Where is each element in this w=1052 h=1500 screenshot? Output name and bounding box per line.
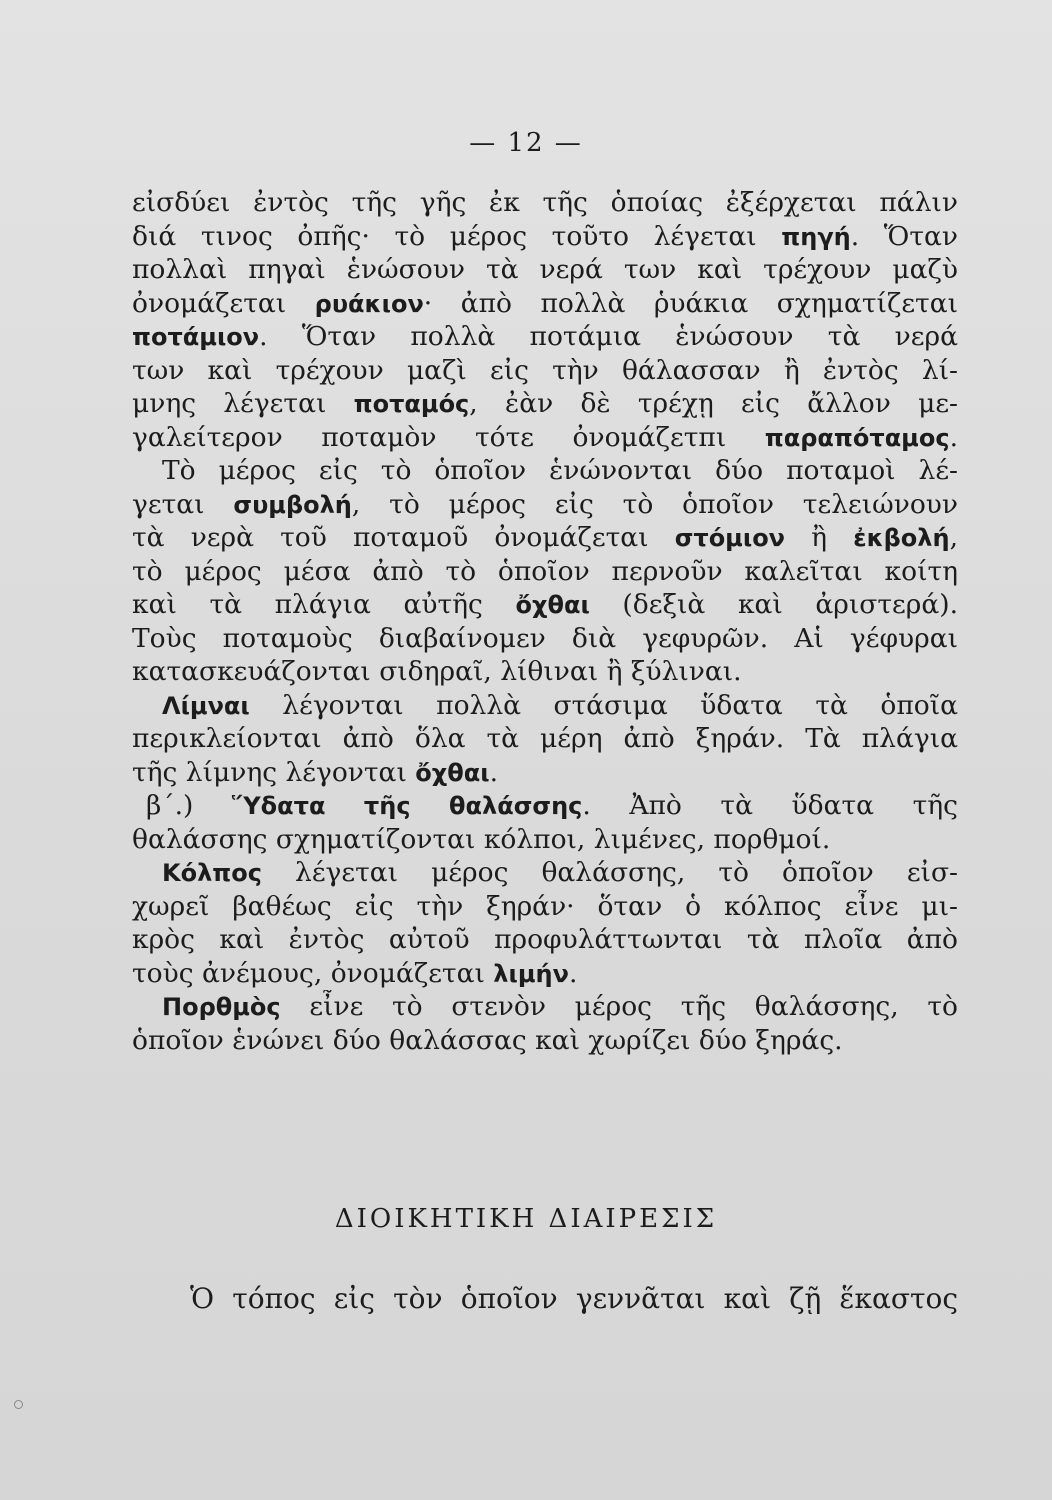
text-segment: μνης λέγεται — [132, 388, 354, 419]
text-line — [132, 521, 958, 555]
text-segment: γεται — [132, 488, 234, 520]
text-segment: . Ὅταν — [850, 220, 958, 252]
text-line-last: Ὁ τόπος εἰς τὸν ὁποῖον γεννᾶται καὶ ζῇ ἕκαστος — [190, 1282, 958, 1315]
text-segment: εἶνε τὸ στενὸν μέρος τῆς θαλάσσης, τὸ — [280, 991, 958, 1022]
text-segment: θαλάσσης σχηματίζονται κόλποι, λιμένες, πορθμοί. — [132, 823, 831, 855]
text-segment: τῆς λίμνης λέγονται — [132, 756, 416, 788]
text-segment: Τὸ μέρος εἰς τὸ ὁποῖον ἑνώνονται δύο ποταμοὶ λέ- — [162, 455, 958, 486]
text-segment: (δεξιὰ καὶ ἀριστερά). — [589, 589, 958, 620]
bold-term: ὄχθαι — [515, 591, 590, 619]
text-line — [132, 320, 958, 354]
text-line — [132, 354, 958, 388]
text-segment: ὁποῖον ἑνώνει δύο θαλάσσας καὶ χωρίζει δύο ξηράς. — [132, 1024, 843, 1056]
text-line — [132, 555, 958, 589]
text-line — [132, 890, 958, 924]
bold-term: λιμήν — [493, 959, 569, 988]
text-line — [132, 756, 958, 790]
text-line — [132, 488, 958, 522]
section-heading: ΔΙΟΙΚΗΤΙΚΗ ΔΙΑΙΡΕΣΙΣ — [334, 1204, 718, 1234]
text-segment: χωρεῖ βαθέως εἰς τὴν ξηράν· ὅταν ὁ κόλπος εἶνε μι- — [132, 890, 958, 922]
text-segment: . Ὅταν πολλὰ ποτάμια ἑνώσουν τὰ νερά — [259, 321, 958, 352]
text-segment: ὀνομάζεται — [132, 287, 315, 319]
text-line — [132, 689, 958, 723]
page-number: — 12 — — [469, 128, 583, 158]
text-segment: περικλείονται ἀπὸ ὅλα τὰ μέρη ἀπὸ ξηράν. Τὰ πλάγια — [132, 723, 958, 754]
text-segment: λέγεται μέρος θαλάσσης, τὸ ὁποῖον εἰσ- — [261, 857, 958, 888]
bold-term: Ὕδατα τῆς θαλάσσης — [231, 792, 583, 820]
text-segment: . — [489, 756, 498, 788]
text-line — [132, 220, 958, 254]
text-segment: των καὶ τρέχουν μαζὶ εἰς τὴν θάλασσαν ἢ ἐντὸς λί- — [132, 354, 958, 386]
text-segment: κατασκευάζονται σιδηραῖ, λίθιναι ἢ ξύλιναι. — [132, 656, 742, 687]
text-segment: κρὸς καὶ ἐντὸς αὐτοῦ προφυλάττωνται τὰ πλοῖα ἀπὸ — [132, 924, 958, 955]
text-line — [132, 990, 958, 1024]
bold-term: Πορθμὸς — [162, 993, 281, 1021]
body-text — [132, 186, 958, 1057]
text-line — [132, 923, 958, 957]
text-line — [132, 253, 958, 287]
text-segment: καὶ τὰ πλάγια αὐτῆς — [132, 589, 516, 620]
text-segment: β΄.) — [146, 790, 232, 821]
text-segment: τὸ μέρος μέσα ἀπὸ τὸ ὁποῖον περνοῦν καλεῖται κοίτη — [132, 555, 958, 587]
text-line — [132, 454, 958, 488]
text-segment: ἢ — [785, 522, 854, 553]
text-line — [132, 1024, 958, 1058]
text-segment: . — [949, 421, 958, 453]
bold-term: ποταμός — [353, 390, 470, 418]
text-segment: , ἐὰν δὲ τρέχῃ εἰς ἄλλον με- — [469, 388, 958, 419]
text-segment: Τοὺς ποταμοὺς διαβαίνομεν διὰ γεφυρῶν. Αἱ γέφυραι — [132, 622, 958, 654]
text-segment: διά τινος ὀπῆς· τὸ μέρος τοῦτο λέγεται — [132, 220, 782, 252]
text-line — [132, 856, 958, 890]
text-line — [132, 789, 958, 823]
text-line — [132, 722, 958, 756]
bold-term: Λίμναι — [162, 691, 250, 720]
text-segment: . — [568, 957, 578, 989]
text-segment: λέγονται πολλὰ στάσιμα ὕδατα τὰ ὁποῖα — [249, 689, 958, 721]
bold-term: στόμιον — [674, 524, 786, 552]
text-line — [132, 823, 958, 857]
text-line — [132, 655, 958, 689]
bold-term: ἐκβολή — [853, 524, 950, 552]
text-segment: , τὸ μέρος εἰς τὸ ὁποῖον τελειώνουν — [351, 488, 958, 520]
text-line — [132, 287, 958, 321]
bold-term: ὄχθαι — [415, 758, 490, 787]
bold-term: Κόλπος — [162, 859, 262, 887]
text-segment: τοὺς ἀνέμους, ὀνομάζεται — [132, 957, 494, 989]
text-segment: . Ἀπὸ τὰ ὕδατα τῆς — [582, 790, 958, 821]
text-segment: τὰ νερὰ τοῦ ποταμοῦ ὀνομάζεται — [132, 522, 675, 553]
bold-term: ποτάμιον — [132, 323, 260, 351]
text-segment: , — [949, 522, 958, 553]
text-segment: πολλαὶ πηγαὶ ἑνώσουν τὰ νερά των καὶ τρέχουν μαζὺ — [132, 254, 958, 285]
text-segment: εἰσδύει ἐντὸς τῆς γῆς ἐκ τῆς ὁποίας ἐξέρχεται πάλιν — [132, 187, 958, 218]
text-line — [132, 421, 958, 455]
bold-term: συμβολή — [233, 490, 352, 519]
text-line — [132, 957, 958, 991]
text-line — [132, 387, 958, 421]
bold-term: ρυάκιον — [314, 289, 424, 318]
text-segment: γαλείτερον ποταμὸν τότε ὀνομάζετπι — [132, 421, 765, 453]
text-line — [132, 622, 958, 656]
margin-mark — [14, 1400, 23, 1409]
text-line — [132, 588, 958, 622]
bold-term: παραπόταμος — [764, 423, 950, 452]
bold-term: πηγή — [781, 222, 851, 251]
text-segment: · ἀπὸ πολλὰ ῥυάκια σχηματίζεται — [423, 287, 958, 319]
text-line — [132, 186, 958, 220]
